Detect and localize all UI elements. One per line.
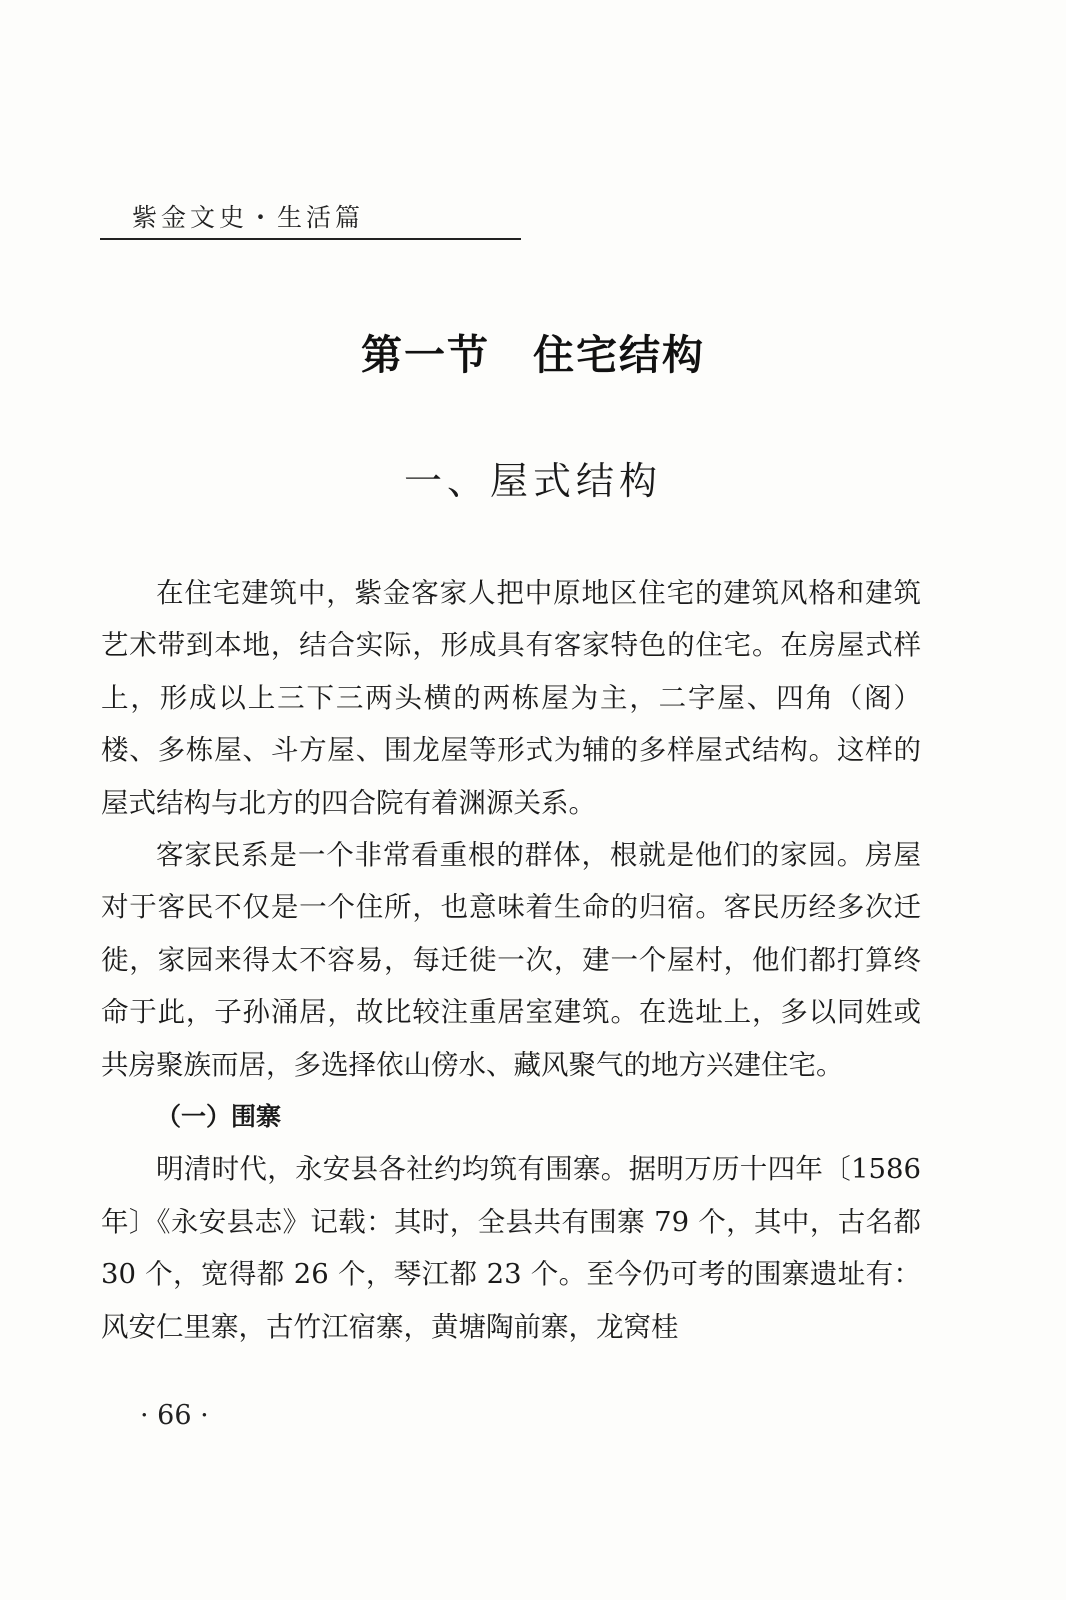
paragraph: 客家民系是一个非常看重根的群体，根就是他们的家园。房屋对于客民不仅是一个住所，也意味着生命的归宿。客民历经多次迁徙，家园来得太不容易，每迁徙一次，建一个屋村，他们都打算终命于此，子孙涌居，故比较注重居室建筑。在选址上，多以同姓或共房聚族而居，多选择依山傍水、藏风聚气的地方兴建住宅。: [101, 839, 921, 1081]
section-title: 第一节 住宅结构: [361, 331, 705, 379]
header-rule: [100, 238, 521, 240]
running-header: 紫金文史・生活篇: [132, 203, 365, 232]
paragraph: 明清时代，永安县各社约均筑有围寨。据明万历十四年〔1586 年〕《永安县志》记载：其时，全县共有围寨 79 个，其中，古名都 30 个，宽得都 26 个，琴江都 23 个。至今仍可考的围寨遗址有：风安仁里寨，古竹江宿寨，黄塘陶前寨，龙窝桂: [101, 1153, 921, 1343]
subsection-title: 一、屋式结构: [403, 459, 662, 503]
body-text: [101, 567, 921, 1353]
sub-heading: （一）围寨: [156, 1102, 282, 1132]
page-number: · 66 ·: [140, 1400, 209, 1431]
paragraph: 在住宅建筑中，紫金客家人把中原地区住宅的建筑风格和建筑艺术带到本地，结合实际，形成具有客家特色的住宅。在房屋式样上，形成以上三下三两头横的两栋屋为主，二字屋、四角（阁）楼、多栋屋、斗方屋、围龙屋等形式为辅的多样屋式结构。这样的屋式结构与北方的四合院有着渊源关系。: [101, 577, 921, 819]
